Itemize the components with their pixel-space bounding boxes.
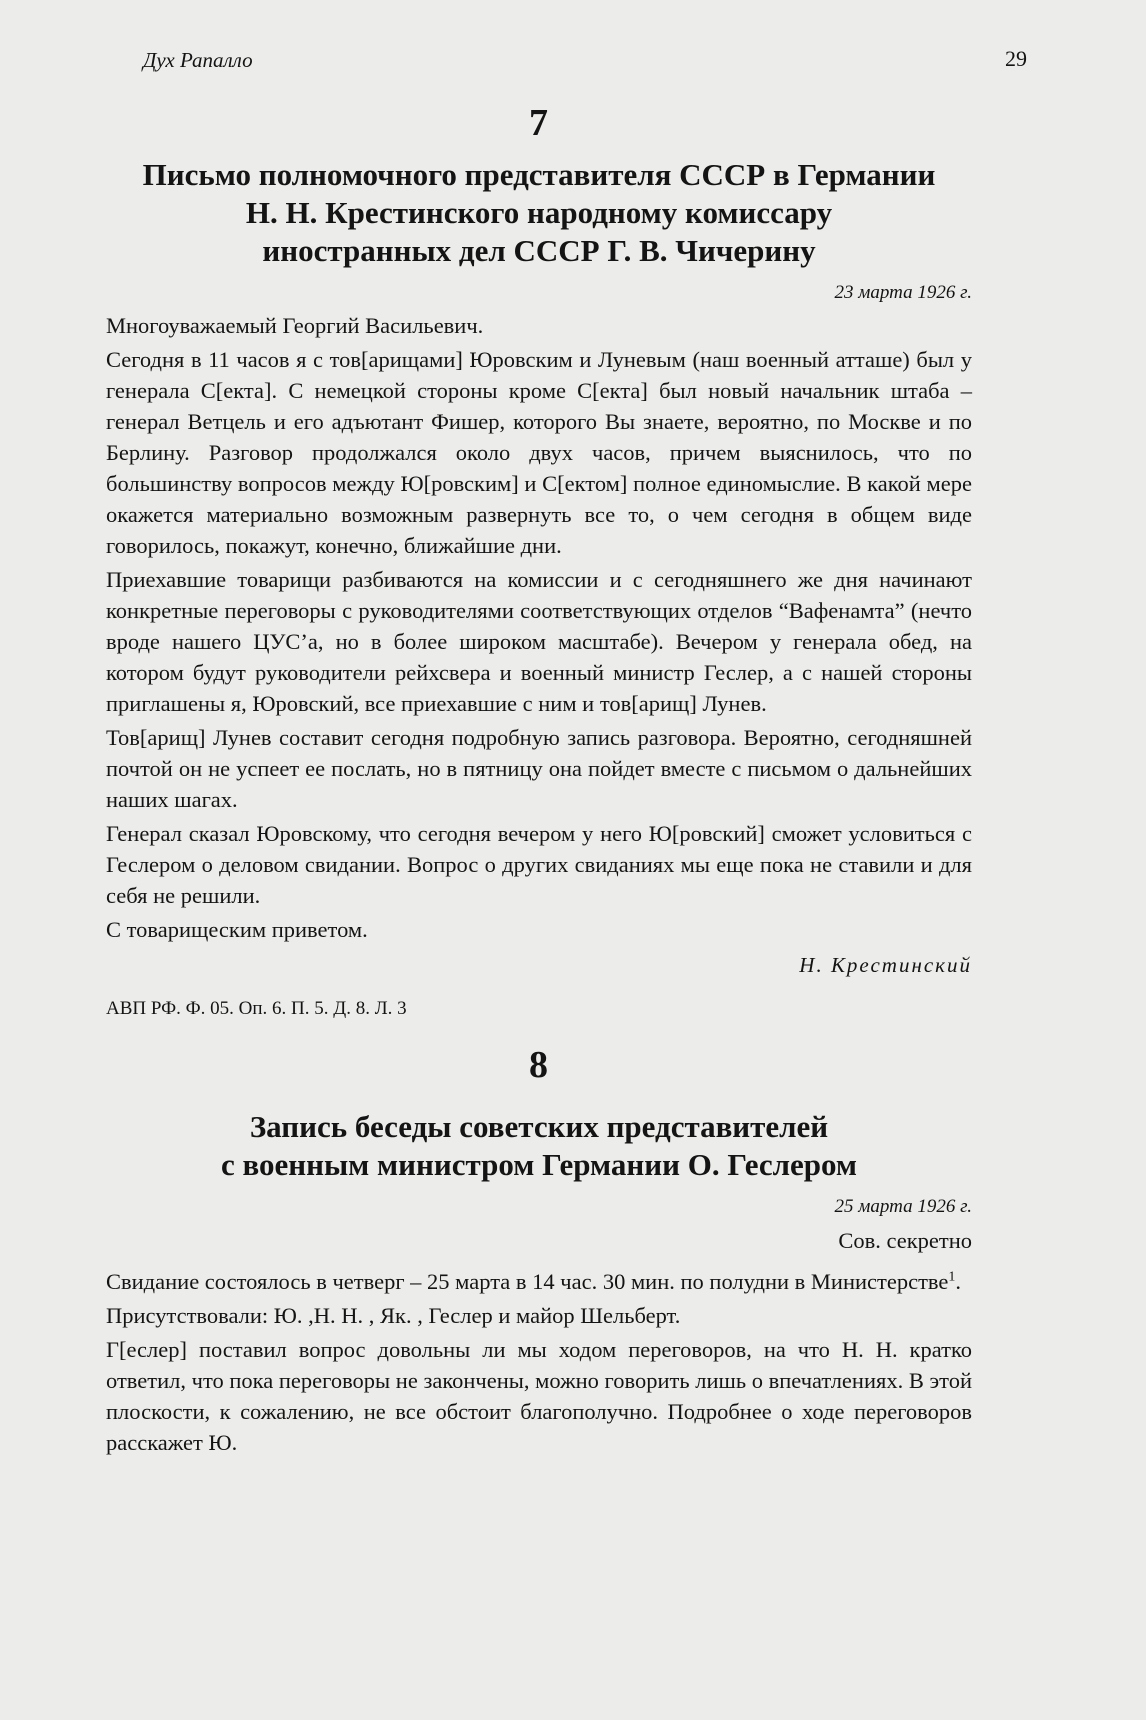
title-line: Н. Н. Крестинского народному комиссару (245, 195, 833, 230)
paragraph-text: Свидание состоялось в четверг – 25 марта в 14 час. 30 мин. по полудни в Министерстве (106, 1269, 949, 1294)
signature: Н. Крестинский (799, 953, 972, 977)
paragraph: Генерал сказал Юровскому, что сегодня вечером у него Ю[ровский] сможет условиться с Геслером о деловом свидании. Вопрос о других свиданиях мы еще пока не ставили и для себя не решили. (106, 821, 972, 908)
paragraph: Тов[арищ] Лунев составит сегодня подробную запись разговора. Вероятно, сегодняшней почтой он не успеет ее послать, но в пятницу она пойдет вместе с письмом о дальнейших наших шагах. (106, 725, 972, 812)
title-line: Письмо полномочного представителя СССР в Германии (142, 157, 936, 192)
paragraph: Г[еслер] поставил вопрос довольны ли мы ходом переговоров, на что Н. Н. кратко ответил, что пока переговоры не закончены, можно говорить лишь о впечатлениях. В этой плоскости, к сожалению, не все обстоит благополучно. Подробнее о ходе переговоров расскажет Ю. (106, 1337, 972, 1455)
page-content (106, 100, 972, 1458)
classification-stamp: Сов. секретно (838, 1228, 972, 1253)
title-line: Запись беседы советских представителей (249, 1109, 829, 1144)
paragraph-end: . (955, 1269, 962, 1294)
paragraph: Присутствовали: Ю. ,Н. Н. , Як. , Геслер и майор Шельберт. (106, 1303, 681, 1328)
letter-body (106, 310, 972, 945)
closing: С товарищеским приветом. (106, 917, 368, 942)
footnote-marker[interactable]: 1 (948, 1269, 956, 1285)
document-date: 23 марта 1926 г. (834, 282, 972, 303)
paragraph: Приехавшие товарищи разбиваются на комиссии и с сегодняшнего же дня начинают конкретные переговоры с руководителями соответствующих отделов “Вафенамта” (нечто вроде нашего ЦУС’а, но в более широком масштабе). Вечером у генерала обед, на котором будут руководители рейхсвера и военный министр Геслер, а с нашей стороны приглашены я, Юровский, все приехавшие с ним и тов[арищ] Лунев. (106, 567, 972, 716)
paragraph: Сегодня в 11 часов я с тов[арищами] Юровским и Луневым (наш военный атташе) был у генерала С[екта]. С немецкой стороны кроме С[екта] был новый начальник штаба – генерал Ветцель и его адъютант Фишер, которого Вы знаете, вероятно, по Москве и по Берлину. Разговор продолжался около двух часов, причем выяснилось, что по большинству вопросов между Ю[ровским] и С[ектом] полное единомыслие. В какой мере окажется материально возможным развернуть все то, о чем сегодня в общем виде говорилось, покажут, конечно, ближайшие дни. (106, 347, 972, 558)
document-title (106, 1108, 972, 1184)
record-body (106, 1266, 972, 1458)
document-number: 8 (529, 1044, 549, 1086)
page-number: 29 (1005, 46, 1027, 71)
document-date: 25 марта 1926 г. (834, 1196, 972, 1217)
paragraph (106, 1266, 972, 1297)
document-number: 7 (529, 102, 549, 144)
document-title (106, 156, 972, 270)
archive-reference: АВП РФ. Ф. 05. Оп. 6. П. 5. Д. 8. Л. 3 (106, 998, 407, 1019)
title-line: иностранных дел СССР Г. В. Чичерину (262, 233, 816, 268)
title-line: с военным министром Германии О. Геслером (220, 1147, 858, 1182)
salutation: Многоуважаемый Георгий Васильевич. (106, 313, 484, 338)
running-title: Дух Рапалло (143, 48, 253, 72)
